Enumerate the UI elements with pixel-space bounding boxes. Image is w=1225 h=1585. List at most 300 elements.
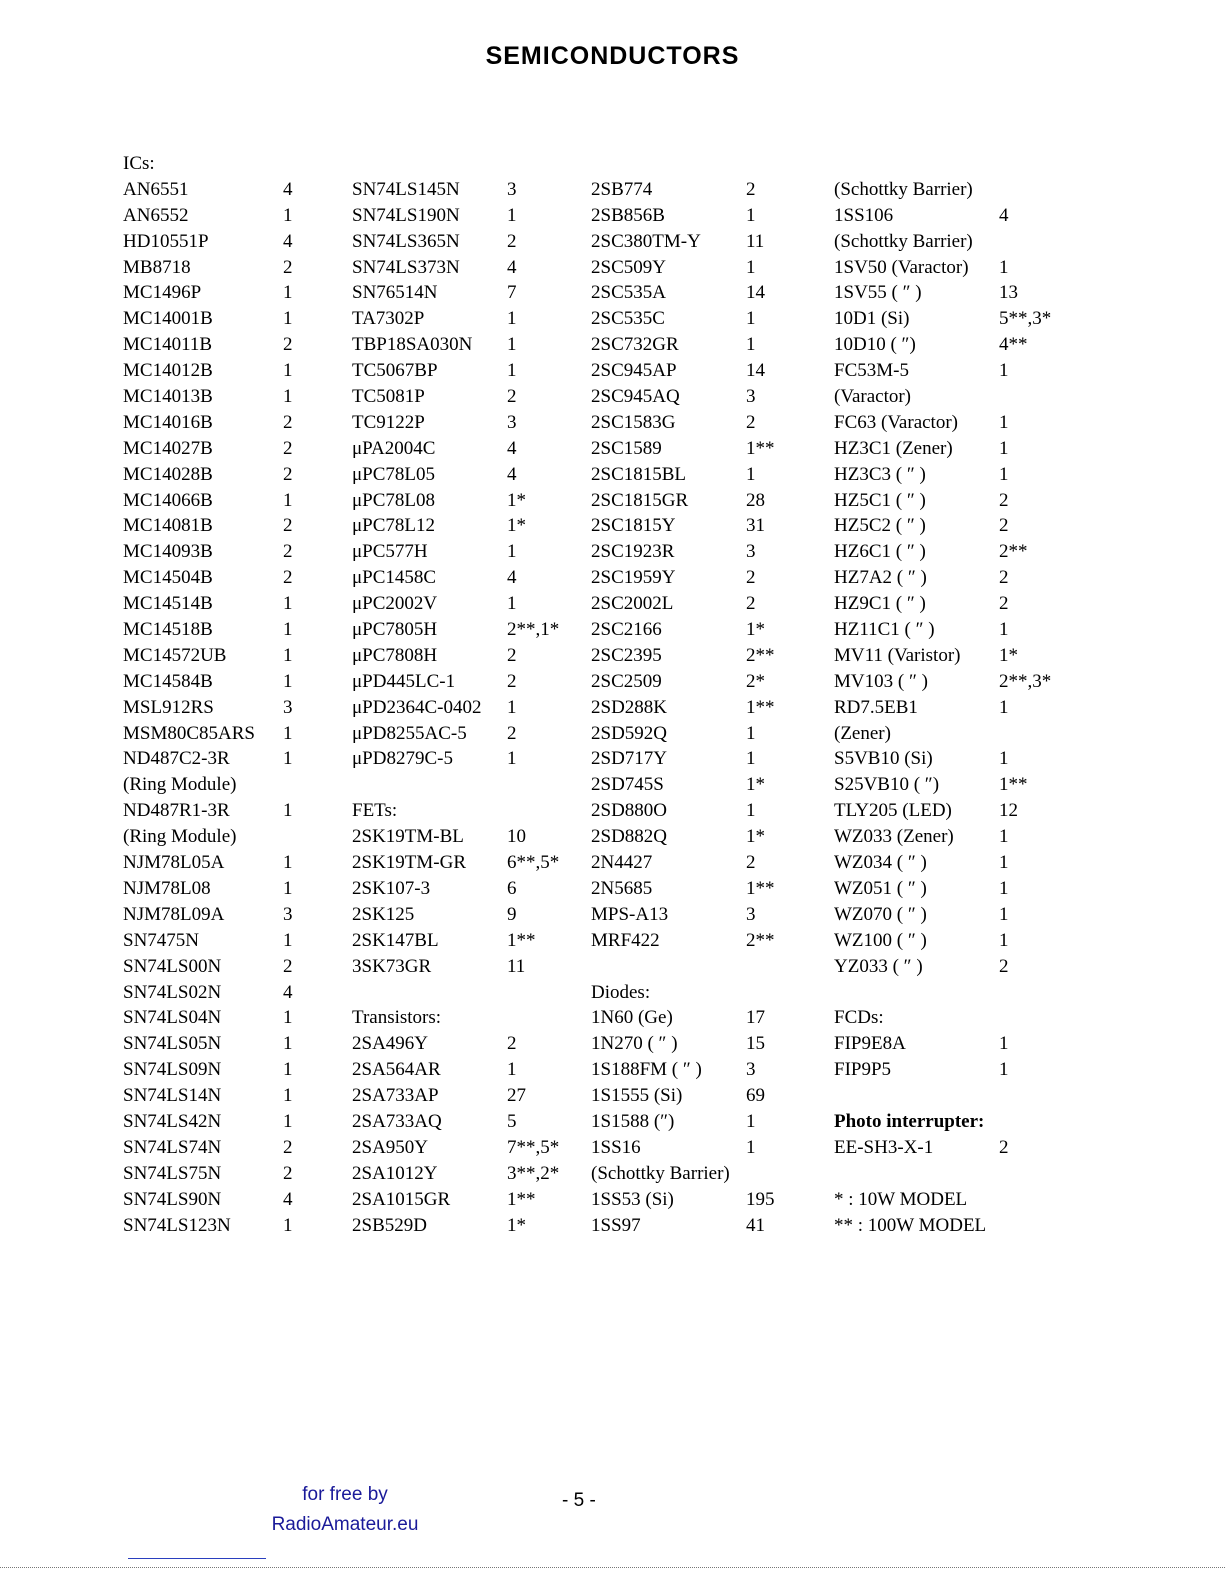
part-quantity: 1 [507,360,517,382]
part-row [352,436,592,462]
part-row [123,902,323,928]
part-row [834,280,1074,306]
part-quantity: 4 [507,437,517,459]
part-quantity: 2 [999,593,1009,615]
part-row [123,1213,323,1239]
part-number: NJM78L05A [123,852,225,874]
part-number: 2N4427 [591,852,653,874]
part-quantity: 1** [746,696,775,718]
part-quantity: 1 [999,360,1009,382]
part-number: 1S188FM ( ″ ) [591,1059,702,1081]
part-row [834,928,1074,954]
part-quantity: 11 [507,955,526,977]
part-quantity: 2 [507,644,517,666]
part-quantity: 4 [283,230,293,252]
part-quantity: 3 [283,696,293,718]
part-number: HZ3C1 (Zener) [834,437,953,459]
part-row [591,591,821,617]
part-number: 2SC1815BL [591,463,687,485]
part-row [834,824,1074,850]
part-number: 2SC1583G [591,411,676,433]
part-quantity: 4 [999,204,1009,226]
part-row [834,462,1074,488]
part-quantity: 2 [283,567,293,589]
part-number: 1SV50 (Varactor) [834,256,969,278]
part-number: 2N5685 [591,877,653,899]
part-quantity: 1 [746,256,756,278]
part-row [591,669,821,695]
part-quantity: 3 [746,386,756,408]
part-row [123,306,323,332]
part-row [352,902,592,928]
part-number: S25VB10 ( ″) [834,774,940,796]
part-quantity: 2 [746,593,756,615]
part-row [123,332,323,358]
part-quantity: 1 [283,1085,293,1107]
section-heading: Transistors: [352,1007,442,1029]
part-row [352,643,592,669]
part-quantity: 1 [283,1214,293,1236]
part-number: 2SC1815GR [591,489,689,511]
part-row [591,798,821,824]
part-number: HZ5C1 ( ″ ) [834,489,926,511]
part-quantity: 3 [746,1059,756,1081]
part-number: SN74LS90N [123,1188,222,1210]
part-row [834,1083,1074,1109]
part-number: 1S1588 (″) [591,1110,675,1132]
part-number: 2SD717Y [591,748,668,770]
part-row [352,255,592,281]
part-number: 2SA1015GR [352,1188,451,1210]
part-row [123,436,323,462]
part-row [591,358,821,384]
part-number: μPC7805H [352,619,438,641]
part-row [123,203,323,229]
part-row [591,1005,821,1031]
part-row [123,617,323,643]
part-row [591,954,821,980]
part-number: (Ring Module) [123,774,237,796]
part-quantity: 1 [283,386,293,408]
part-quantity: 1* [507,515,526,537]
part-quantity: 1 [746,800,756,822]
part-number: NJM78L09A [123,903,225,925]
part-quantity: 2 [746,178,756,200]
part-number: MC14028B [123,463,213,485]
part-row [352,384,592,410]
part-quantity: 1* [746,826,765,848]
part-row [352,669,592,695]
part-row [591,1109,821,1135]
part-row [352,1005,592,1031]
part-quantity: 1 [999,826,1009,848]
part-number: SN74LS42N [123,1110,222,1132]
part-quantity: 2 [999,955,1009,977]
column-transistors-diodes [591,151,821,1238]
part-row [591,850,821,876]
part-quantity: 1 [746,334,756,356]
part-quantity: 3 [746,541,756,563]
part-quantity: 1 [507,204,517,226]
part-number: HZ3C3 ( ″ ) [834,463,926,485]
part-quantity: 1 [999,696,1009,718]
part-number: 2SA950Y [352,1136,429,1158]
part-quantity: 6**,5* [507,852,560,874]
part-row [123,513,323,539]
part-number: 10D10 ( ″) [834,334,916,356]
part-row [834,255,1074,281]
part-number: SN74LS123N [123,1214,231,1236]
part-row [352,410,592,436]
part-number: μPA2004C [352,437,436,459]
part-number: 2SC2002L [591,593,674,615]
part-quantity: 28 [746,489,765,511]
part-number: TA7302P [352,308,425,330]
part-quantity: 27 [507,1085,526,1107]
part-quantity: 4 [507,463,517,485]
part-row [352,203,592,229]
part-number: WZ051 ( ″ ) [834,877,927,899]
part-quantity: 9 [507,903,517,925]
part-quantity: 2 [507,670,517,692]
part-number: ND487C2-3R [123,748,230,770]
part-number: (Zener) [834,722,891,744]
part-quantity: 2** [999,541,1028,563]
part-row [352,151,592,177]
part-quantity: 1* [999,644,1018,666]
part-row [352,280,592,306]
part-row [352,591,592,617]
part-number: MC14584B [123,670,213,692]
part-row [591,980,821,1006]
part-row [591,876,821,902]
part-row [834,798,1074,824]
part-row [352,1031,592,1057]
part-row [834,772,1074,798]
section-heading: Photo interrupter: [834,1110,985,1132]
part-number: 2SC1923R [591,541,675,563]
part-row [352,358,592,384]
page-edge-divider [0,1567,1225,1568]
part-number: SN74LS09N [123,1059,222,1081]
part-number: ND487R1-3R [123,800,230,822]
part-quantity: 17 [746,1007,765,1029]
part-quantity: 3 [746,903,756,925]
part-number: μPD445LC-1 [352,670,456,692]
part-number: SN74LS04N [123,1007,222,1029]
part-row [834,695,1074,721]
footer-link-text[interactable]: for free by [302,1484,388,1505]
part-quantity: 2* [746,670,765,692]
part-row [834,902,1074,928]
part-number: TC9122P [352,411,425,433]
part-number: 1SS53 (Si) [591,1188,674,1210]
part-number: TLY205 (LED) [834,800,952,822]
part-number: 2SC380TM-Y [591,230,701,252]
part-row [591,332,821,358]
part-row [352,1057,592,1083]
part-number: TC5081P [352,386,425,408]
part-row [352,229,592,255]
part-row [352,980,592,1006]
part-number: MC14001B [123,308,213,330]
part-row [834,332,1074,358]
part-row [352,695,592,721]
part-row [591,410,821,436]
part-number: 2SA733AQ [352,1110,442,1132]
part-number: SN74LS14N [123,1085,222,1107]
part-quantity: 2 [999,489,1009,511]
section-heading: Diodes: [591,981,651,1003]
part-row [352,565,592,591]
part-row [123,384,323,410]
part-row [834,1135,1074,1161]
part-row [123,1057,323,1083]
part-row [834,1031,1074,1057]
part-quantity: 1 [283,360,293,382]
part-row [352,1161,592,1187]
part-number: EE-SH3-X-1 [834,1136,934,1158]
part-row [123,746,323,772]
section-heading: FCDs: [834,1007,884,1029]
part-number: 2SK107-3 [352,877,431,899]
column-diodes-fcds [834,151,1074,1238]
part-quantity: 1 [283,204,293,226]
part-number: MC14013B [123,386,213,408]
part-row [834,410,1074,436]
part-quantity: 1** [507,929,536,951]
part-row [123,1083,323,1109]
part-row [123,850,323,876]
part-row [352,721,592,747]
part-quantity: 4 [507,567,517,589]
part-quantity: 1 [283,1059,293,1081]
part-number: (Schottky Barrier) [591,1162,730,1184]
part-row [352,617,592,643]
part-number: 2SK125 [352,903,415,925]
part-row [834,721,1074,747]
part-number: WZ100 ( ″ ) [834,929,927,951]
part-quantity: 1 [283,489,293,511]
part-row [123,643,323,669]
part-quantity: 2** [746,644,775,666]
part-row [834,565,1074,591]
part-row [123,721,323,747]
part-row [123,539,323,565]
part-quantity: 5 [507,1110,517,1132]
part-number: SN74LS190N [352,204,460,226]
part-row [352,876,592,902]
part-quantity: 5**,3* [999,308,1052,330]
part-quantity: 4** [999,334,1028,356]
part-quantity: 2 [283,955,293,977]
part-quantity: 15 [746,1033,765,1055]
part-number: SN74LS145N [352,178,460,200]
part-quantity: 2 [283,411,293,433]
footer-link-site[interactable]: RadioAmateur.eu [271,1514,419,1535]
part-number: FC63 (Varactor) [834,411,958,433]
part-number: SN76514N [352,282,438,304]
part-row [591,1187,821,1213]
part-quantity: 11 [746,230,765,252]
part-row [834,1057,1074,1083]
part-quantity: 2 [283,515,293,537]
part-row [123,1161,323,1187]
part-number: SN74LS365N [352,230,460,252]
part-quantity: 1* [507,489,526,511]
part-number: 2SC1815Y [591,515,676,537]
part-number: HZ7A2 ( ″ ) [834,567,927,589]
part-number: WZ034 ( ″ ) [834,852,927,874]
part-number: (Schottky Barrier) [834,230,973,252]
part-row [591,617,821,643]
part-row [834,1005,1074,1031]
part-quantity: 1 [999,463,1009,485]
part-row [352,772,592,798]
part-row [834,513,1074,539]
part-number: MSM80C85ARS [123,722,255,744]
part-quantity: 2 [283,541,293,563]
part-number: 2SA496Y [352,1033,429,1055]
part-number: 2SC1959Y [591,567,676,589]
part-quantity: 3**,2* [507,1162,560,1184]
part-number: μPC2002V [352,593,438,615]
part-row [834,954,1074,980]
part-quantity: 1 [283,670,293,692]
part-number: MRF422 [591,929,660,951]
part-row [834,539,1074,565]
part-row [591,824,821,850]
part-quantity: 2 [999,515,1009,537]
part-number: μPD8255AC-5 [352,722,467,744]
part-quantity: 1 [283,1110,293,1132]
part-quantity: 69 [746,1085,765,1107]
part-number: MC14514B [123,593,213,615]
part-number: SN7475N [123,929,200,951]
part-number: MV103 ( ″ ) [834,670,928,692]
part-quantity: 2 [283,1136,293,1158]
part-number: MC14093B [123,541,213,563]
part-row [591,746,821,772]
part-quantity: 4 [283,178,293,200]
part-row [123,1135,323,1161]
part-row [123,1187,323,1213]
part-quantity: 4 [283,981,293,1003]
part-quantity: 1 [746,1110,756,1132]
part-number: MPS-A13 [591,903,669,925]
part-quantity: 12 [999,800,1018,822]
part-quantity: 1 [283,748,293,770]
part-number: μPD2364C-0402 [352,696,482,718]
part-quantity: 2 [507,722,517,744]
part-quantity: 7**,5* [507,1136,560,1158]
part-quantity: 2 [283,334,293,356]
part-row [591,177,821,203]
part-quantity: 14 [746,282,765,304]
part-quantity: 1* [746,619,765,641]
part-number: 2SK19TM-BL [352,826,464,848]
part-quantity: 1 [746,722,756,744]
part-quantity: 1 [999,256,1009,278]
part-number: MSL912RS [123,696,214,718]
part-quantity: 10 [507,826,526,848]
part-row [834,876,1074,902]
part-row [352,850,592,876]
part-quantity: 1 [283,800,293,822]
part-number: 2SB529D [352,1214,427,1236]
part-quantity: 2 [507,1033,517,1055]
footer-underline [128,1558,266,1559]
part-quantity: 13 [999,282,1018,304]
part-number: 2SD882Q [591,826,668,848]
part-quantity: 1** [507,1188,536,1210]
part-number: HD10551P [123,230,209,252]
part-row [591,462,821,488]
part-quantity: 1 [507,308,517,330]
part-quantity: 6 [507,877,517,899]
part-number: SN74LS00N [123,955,222,977]
part-row [352,306,592,332]
part-row [123,980,323,1006]
part-row [123,462,323,488]
part-number: 2SA733AP [352,1085,439,1107]
part-row [834,151,1074,177]
part-row [834,1161,1074,1187]
part-number: 2SC945AP [591,360,677,382]
part-quantity: 1 [746,1136,756,1158]
part-row [123,1031,323,1057]
part-row [123,177,323,203]
part-number: μPC78L05 [352,463,436,485]
part-number: MB8718 [123,256,191,278]
part-row [591,384,821,410]
part-number: WZ033 (Zener) [834,826,954,848]
part-row [834,306,1074,332]
part-quantity: 1 [746,748,756,770]
part-row [352,332,592,358]
page-number: - 5 - [562,1490,596,1511]
part-row [123,824,323,850]
part-number: RD7.5EB1 [834,696,918,718]
part-number: MC14518B [123,619,213,641]
part-row [834,203,1074,229]
part-row [591,280,821,306]
part-number: FIP9P5 [834,1059,892,1081]
part-quantity: 1 [507,1059,517,1081]
part-row [834,1109,1074,1135]
part-row [123,255,323,281]
part-number: 2SC2509 [591,670,662,692]
part-quantity: 1** [999,774,1028,796]
part-number: 1N270 ( ″ ) [591,1033,678,1055]
part-number: HZ5C2 ( ″ ) [834,515,926,537]
part-number: MC14504B [123,567,213,589]
part-row [591,488,821,514]
part-quantity: 1 [507,334,517,356]
part-number: (Ring Module) [123,826,237,848]
part-quantity: 1 [999,1033,1009,1055]
part-row [123,358,323,384]
part-row [352,513,592,539]
part-number: 2SB856B [591,204,665,226]
part-quantity: 3 [507,178,517,200]
part-number: HZ6C1 ( ″ ) [834,541,926,563]
part-quantity: 2 [746,852,756,874]
part-row [834,1213,1074,1239]
part-number: 2SK147BL [352,929,439,951]
part-number: MC14011B [123,334,213,356]
section-heading: FETs: [352,800,398,822]
